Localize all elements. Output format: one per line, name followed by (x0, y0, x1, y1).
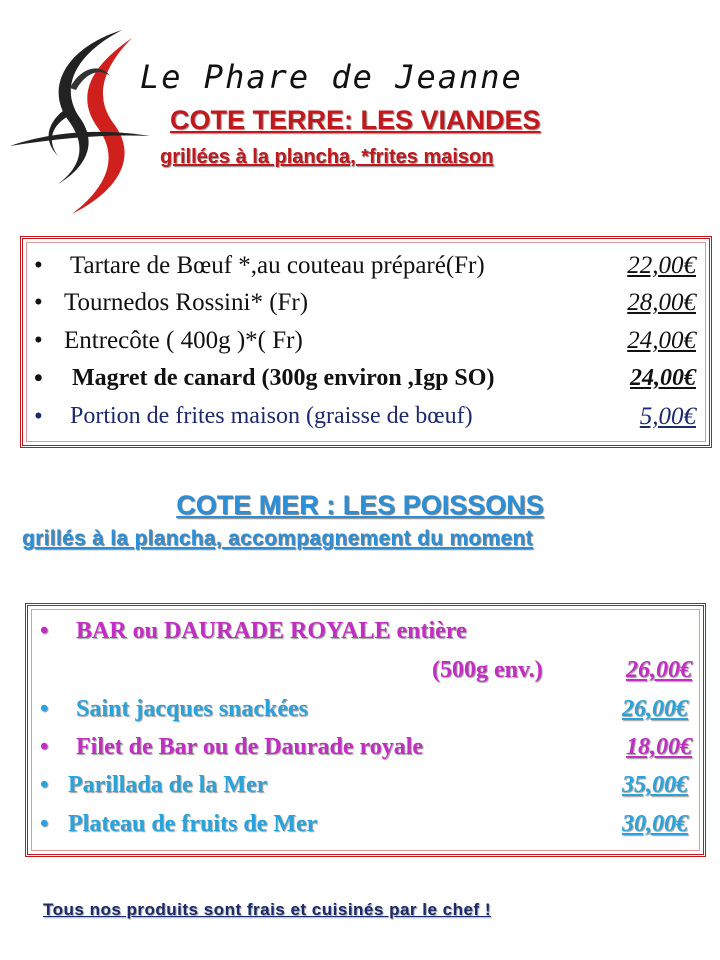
menu-item-price: 28,00€ (627, 289, 696, 316)
menu-item-weight: (500g env.) (432, 657, 543, 683)
menu-item-label: Tartare de Bœuf *,au couteau préparé(Fr) (70, 252, 485, 279)
terre-section-title: COTE TERRE: LES VIANDES (170, 105, 541, 135)
bullet: • (34, 252, 43, 279)
bullet: • (40, 696, 49, 722)
menu-item-label: BAR ou DAURADE ROYALE entière (76, 618, 467, 644)
bullet: • (34, 289, 43, 316)
menu-item-price: 18,00€ (626, 734, 692, 760)
bullet: • (40, 772, 49, 798)
menu-item-label: Plateau de fruits de Mer (68, 811, 318, 837)
menu-item-label: Magret de canard (300g environ ,Igp SO) (72, 365, 495, 391)
menu-item-price: 24,00€ (627, 327, 696, 354)
brand-name: Le Phare de Jeanne (140, 58, 523, 96)
menu-item-label: Portion de frites maison (graisse de bœuf) (70, 403, 473, 429)
menu-item-price: 35,00€ (622, 772, 688, 798)
footer-note: Tous nos produits sont frais et cuisinés par le chef ! (43, 900, 491, 919)
terre-section-subtitle: grillées à la plancha, *frites maison (160, 146, 494, 168)
mer-section-title: COTE MER : LES POISSONS (176, 490, 544, 520)
bullet: • (34, 327, 43, 354)
menu-item-price: 26,00€ (622, 696, 688, 722)
menu-item-price: 5,00€ (639, 403, 696, 430)
menu-item-price: 30,00€ (622, 811, 688, 837)
bullet: • (34, 365, 43, 392)
lighthouse-logo (10, 28, 160, 218)
menu-item-label: Saint jacques snackées (76, 696, 309, 722)
menu-item-label: Parillada de la Mer (68, 772, 268, 798)
menu-item-label: Filet de Bar ou de Daurade royale (76, 734, 424, 760)
bullet: • (40, 811, 49, 837)
menu-item-price: 26,00€ (626, 657, 692, 683)
menu-item-price: 22,00€ (627, 252, 696, 279)
mer-section-subtitle: grillés à la plancha, accompagnement du moment (22, 527, 533, 550)
bullet: • (34, 403, 43, 430)
menu-item-price: 24,00€ (630, 365, 696, 391)
bullet: • (40, 618, 49, 644)
menu-item-label: Tournedos Rossini* (Fr) (64, 289, 309, 316)
menu-item-label: Entrecôte ( 400g )*( Fr) (64, 327, 303, 354)
bullet: • (40, 734, 49, 760)
